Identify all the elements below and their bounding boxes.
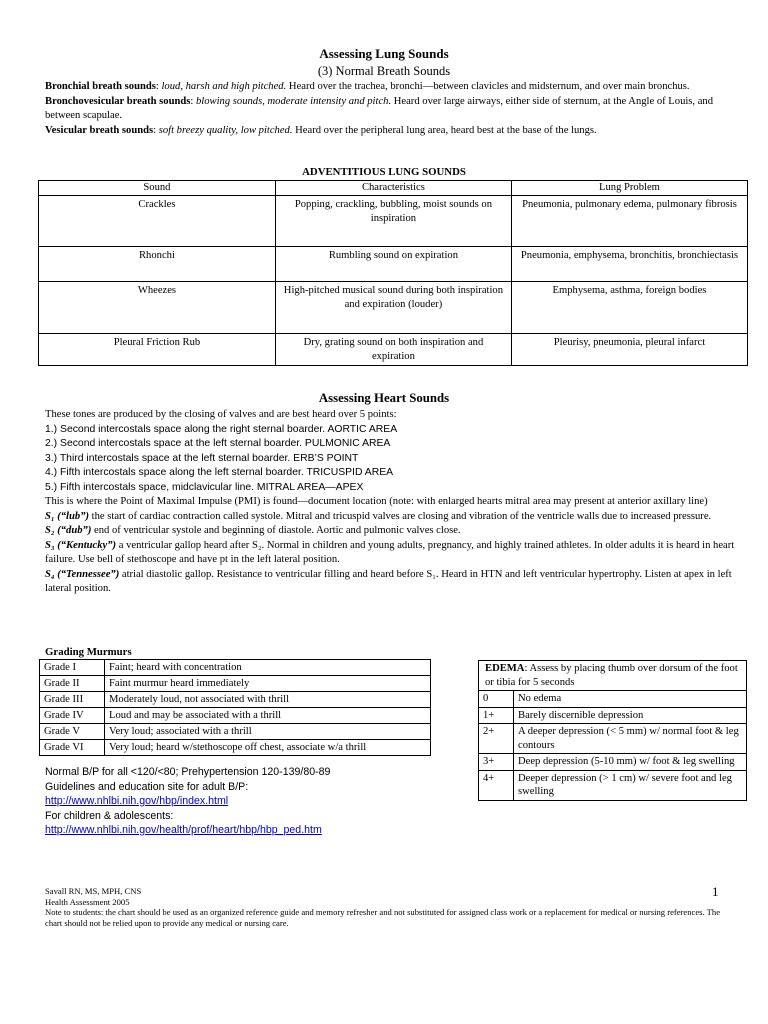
cell-problem: Pleurisy, pneumonia, pleural infarct (511, 334, 747, 366)
pediatric-bp-link[interactable]: http://www.nhlbi.nih.gov/health/prof/heart/hbp/hbp_ped.htm (45, 824, 322, 836)
cell-desc: Barely discernible depression (514, 707, 747, 724)
cell-grade: Grade I (40, 660, 105, 676)
breath-sound-desc: soft breezy quality, low pitched. (158, 124, 293, 136)
table-row (40, 692, 431, 708)
page-number: 1 (712, 884, 719, 899)
table-header-row (39, 181, 748, 196)
cell-sound: Wheezes (39, 282, 276, 334)
column-header: Sound (39, 181, 276, 196)
cell-problem: Emphysema, asthma, foreign bodies (511, 282, 747, 334)
bp-normal-text: Normal B/P for all <120/<80; Prehypertension 120-139/80-89 (45, 766, 331, 778)
cell-grade: Grade III (40, 692, 105, 708)
breath-sound-name: Bronchovesicular breath sounds (45, 95, 191, 107)
heart-sound-label: S₂ (“dub”) (45, 525, 92, 536)
table-row (40, 676, 431, 692)
adventitious-table (38, 180, 748, 366)
edema-header (479, 661, 747, 691)
cell-desc: No edema (514, 691, 747, 708)
cell-grade: Grade V (40, 724, 105, 740)
edema-header-row (479, 661, 747, 691)
table-row (39, 282, 748, 334)
breath-sound-desc: blowing sounds, moderate intensity and pitch. (196, 95, 392, 107)
table-row (479, 754, 747, 771)
cell-desc: Very loud; heard w/stethoscope off chest, associate w/a thrill (105, 740, 431, 756)
bp-children-text: For children & adolescents: (45, 809, 174, 822)
cell-sound: Crackles (39, 196, 276, 247)
edema-table (478, 660, 747, 801)
table-row (40, 740, 431, 756)
auscultation-point: 1.) Second intercostals space along the right sternal boarder. AORTIC AREA (45, 423, 398, 435)
cell-desc: Deep depression (5-10 mm) w/ foot & leg swelling (514, 754, 747, 771)
heart-sound-s2 (45, 524, 745, 539)
adventitious-title: ADVENTITIOUS LUNG SOUNDS (302, 166, 466, 178)
cell-characteristics: Popping, crackling, bubbling, moist sounds on inspiration (275, 196, 511, 247)
cell-characteristics: Dry, grating sound on both inspiration and expiration (275, 334, 511, 366)
heart-sound-text: end of ventricular systole and beginning of diastole. Aortic and pulmonic valves close. (91, 525, 461, 536)
table-row (39, 196, 748, 247)
breath-sound-name: Bronchial breath sounds (45, 81, 156, 92)
cell-characteristics: High-pitched musical sound during both inspiration and expiration (louder) (275, 282, 511, 334)
page-title: Assessing Lung Sounds (319, 46, 449, 61)
breath-sound-text: Heard over the peripheral lung area, heard best at the base of the lungs. (292, 124, 597, 136)
heart-sounds-section (45, 408, 745, 597)
heart-sound-text: atrial diastolic gallop. Resistance to ventricular filling and heard before S₁. Heard in HTN and left ventricular hypertrophy. Listen at apex in left lateral position. (45, 568, 732, 594)
table-row (39, 334, 748, 366)
cell-desc: Faint; heard with concentration (105, 660, 431, 676)
heart-sound-label: S₁ (“lub”) (45, 510, 90, 522)
cell-grade: 1+ (479, 707, 514, 724)
cell-sound: Pleural Friction Rub (39, 334, 276, 366)
breath-sound-text: Heard over the trachea, bronchi—between clavicles and midsternum, and over main bronchus. (286, 81, 690, 92)
cell-desc: Loud and may be associated with a thrill (105, 708, 431, 724)
heart-sound-text: a ventricular gallop heard after S₂. Normal in children and young adults, pregnancy, and highly trained athletes. In older adults it is heard in heart failure. Use bell of stethoscope and have pt in the left lateral position. (45, 539, 735, 565)
cell-grade: 2+ (479, 724, 514, 754)
normal-breath-sounds (45, 80, 735, 138)
cell-characteristics: Rumbling sound on expiration (275, 247, 511, 282)
breath-sound-text: Heard over large airways, either side of sternum, at the Angle of Louis, and between scapulae. (45, 95, 714, 121)
breath-sound-bronchovesicular: Bronchovesicular breath sounds: blowing sounds, moderate intensity and pitch. Heard over large airways, either side of sternum, at the Angle of Louis, and between scapulae. (45, 95, 714, 121)
footer-author: Savall RN, MS, MPH, CNS (45, 886, 142, 896)
table-row (479, 770, 747, 800)
bp-guidelines-text: Guidelines and education site for adult B/P: (45, 780, 249, 793)
grading-murmurs-title: Grading Murmurs (45, 646, 132, 658)
table-row (40, 708, 431, 724)
table-row (39, 247, 748, 282)
auscultation-point: 2.) Second intercostals space at the left sternal boarder. PULMONIC AREA (45, 438, 391, 449)
cell-sound: Rhonchi (39, 247, 276, 282)
table-row (40, 660, 431, 676)
auscultation-point: 4.) Fifth intercostals space along the left sternal boarder. TRICUSPID AREA (45, 467, 394, 478)
pmi-note: This is where the Point of Maximal Impulse (PMI) is found—document location (note: with enlarged hearts mitral area may present at anterior axillary line) (45, 496, 708, 507)
cell-desc: A deeper depression (< 5 mm) w/ normal foot & leg contours (514, 724, 747, 754)
adult-bp-link[interactable]: http://www.nhlbi.nih.gov/hbp/index.html (45, 795, 229, 807)
table-row (479, 691, 747, 708)
heart-sound-s3 (45, 539, 745, 568)
heart-intro: These tones are produced by the closing of valves and are best heard over 5 points: (45, 409, 397, 420)
cell-grade: Grade II (40, 676, 105, 692)
edema-instructions: : Assess by placing thumb over dorsum of the foot or tibia for 5 seconds (485, 663, 738, 688)
cell-problem: Pneumonia, emphysema, bronchitis, bronchiectasis (511, 247, 747, 282)
column-header: Lung Problem (511, 181, 747, 196)
footer-note: Note to students: the chart should be used as an organized reference guide and memory refresher and not substituted for assigned class work or a replacement for medical or nursing references. The chart should not be relied upon to provide any medical or nursing care. (45, 907, 721, 928)
heart-sounds-title: Assessing Heart Sounds (318, 391, 450, 405)
table-row (479, 707, 747, 724)
column-header: Characteristics (275, 181, 511, 196)
page-footer (45, 886, 735, 928)
cell-problem: Pneumonia, pulmonary edema, pulmonary fibrosis (511, 196, 747, 247)
cell-grade: Grade IV (40, 708, 105, 724)
cell-desc: Deeper depression (> 1 cm) w/ severe foot and leg swelling (514, 770, 747, 800)
cell-desc: Faint murmur heard immediately (105, 676, 431, 692)
page-subtitle: (3) Normal Breath Sounds (317, 64, 451, 78)
heart-sound-text: the start of cardiac contraction called systole. Mitral and tricuspid valves are closing and vibration of the ventricle walls due to increased pressure. (89, 510, 712, 522)
auscultation-point: 5.) Fifth intercostals space, midclavicular line. MITRAL AREA—APEX (45, 481, 364, 493)
cell-grade: 0 (479, 691, 514, 708)
cell-grade: Grade VI (40, 740, 105, 756)
breath-sound-bronchial: Bronchial breath sounds: loud, harsh and high pitched. Heard over the trachea, bronchi—between clavicles and midsternum, and over main bronchus. (45, 81, 690, 92)
table-row (479, 724, 747, 754)
cell-grade: 4+ (479, 770, 514, 800)
table-row (40, 724, 431, 740)
auscultation-point: 3.) Third intercostals space at the left sternal boarder. ERB’S POINT (45, 452, 359, 464)
heart-sound-s4 (45, 568, 745, 597)
breath-sound-name: Vesicular breath sounds (45, 124, 154, 136)
breath-sound-vesicular: Vesicular breath sounds: soft breezy quality, low pitched. Heard over the peripheral lung area, heard best at the base of the lungs. (45, 124, 597, 136)
heart-sound-s1 (45, 510, 745, 525)
edema-title: EDEMA (485, 663, 525, 674)
breath-sound-desc: loud, harsh and high pitched. (161, 81, 287, 92)
cell-desc: Very loud; associated with a thrill (105, 724, 431, 740)
heart-sound-label: S₄ (“Tennessee”) (45, 568, 120, 580)
heart-sound-label: S₃ (“Kentucky”) (45, 539, 117, 551)
murmur-grading-table (39, 659, 431, 756)
blood-pressure-info (45, 765, 465, 838)
cell-desc: Moderately loud, not associated with thrill (105, 692, 431, 708)
footer-course: Health Assessment 2005 (45, 896, 130, 907)
cell-grade: 3+ (479, 754, 514, 771)
